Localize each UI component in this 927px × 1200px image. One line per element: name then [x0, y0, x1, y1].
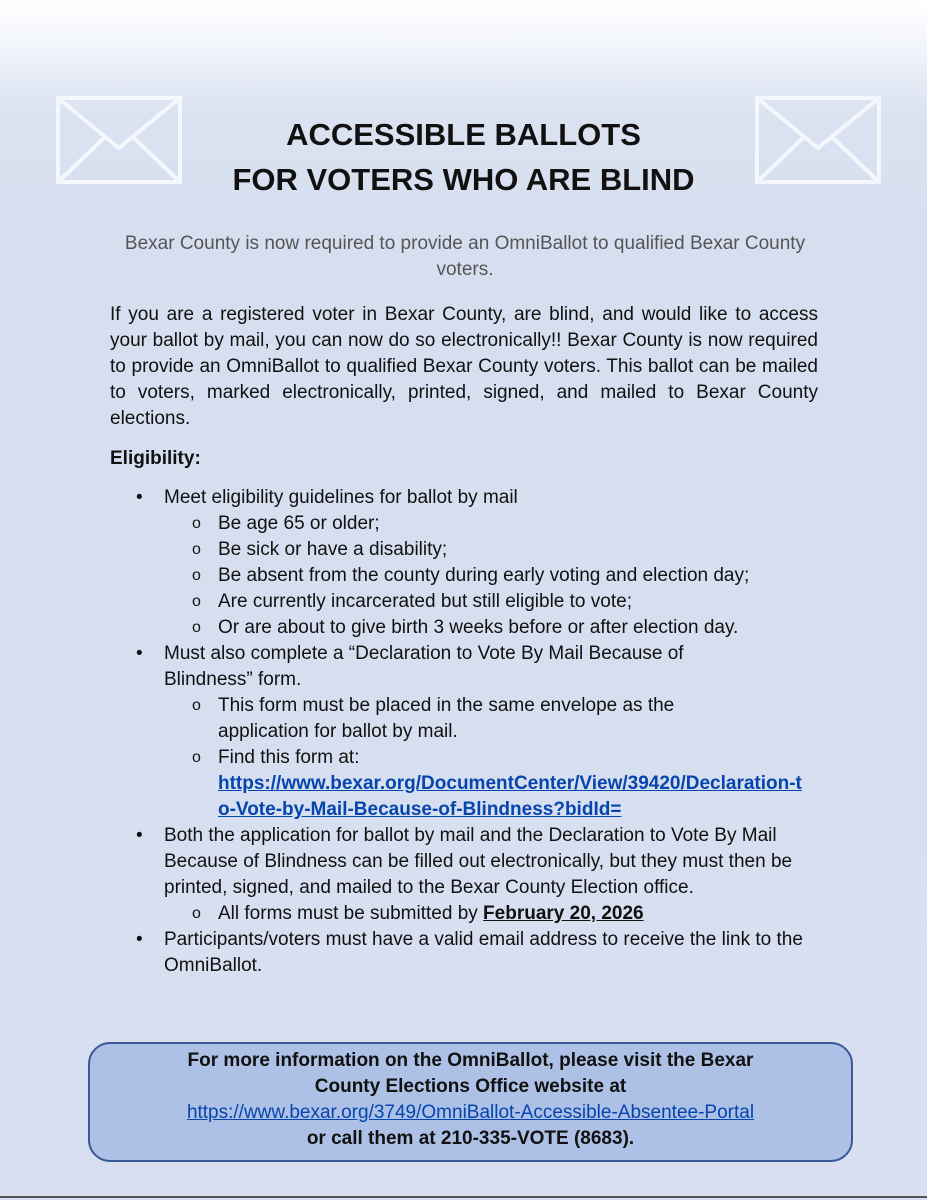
bottom-divider: [0, 1196, 927, 1198]
title-line-1: ACCESSIBLE BALLOTS: [286, 117, 641, 152]
page-title: [0, 112, 927, 202]
sub-bullet-item: o This form must be placed in the same envelope as the application for ballot by mail.: [110, 693, 850, 745]
find-form-label: Find this form at:: [218, 747, 360, 768]
sub-bullet-item: o Be age 65 or older;: [110, 511, 850, 537]
info-box: [88, 1042, 853, 1162]
sub-bullet-item: o Are currently incarcerated but still eligible to vote;: [110, 589, 850, 615]
eligibility-list: [110, 485, 850, 979]
info-line-1: For more information on the OmniBallot, please visit the Bexar: [187, 1050, 754, 1071]
deadline-date: February 20, 2026: [483, 903, 644, 924]
deadline-prefix: All forms must be submitted by: [218, 903, 484, 924]
info-line-4: or call them at 210-335-VOTE (8683).: [306, 1128, 635, 1149]
bullet-item: • Both the application for ballot by mail and the Declaration to Vote By Mail Because of Blindness can be filled out electronically, but they must then be printed, signed, and mailed to the Bexar County Election office.: [110, 823, 850, 901]
intro-paragraph: If you are a registered voter in Bexar County, are blind, and would like to access your ballot by mail, you can now do so electronically!! Bexar County is now required to provide an OmniBallot to qualified Bexar County voters. This ballot can be mailed to voters, marked electronically, printed, signed, and mailed to Bexar County elections.: [110, 304, 818, 429]
sub-bullet-item: [110, 745, 850, 823]
title-line-2: FOR VOTERS WHO ARE BLIND: [232, 162, 695, 197]
subtitle: Bexar County is now required to provide an OmniBallot to qualified Bexar County voters.: [124, 233, 806, 280]
info-line-2: County Elections Office website at: [314, 1076, 627, 1097]
bullet-item: • Meet eligibility guidelines for ballot by mail: [110, 485, 850, 511]
sub-bullet-item: o Or are about to give birth 3 weeks before or after election day.: [110, 615, 850, 641]
omniballot-portal-link[interactable]: https://www.bexar.org/3749/OmniBallot-Accessible-Absentee-Portal: [186, 1102, 755, 1123]
bullet-item: • Must also complete a “Declaration to Vote By Mail Because of Blindness” form.: [110, 641, 850, 693]
sub-bullet-item: o Be sick or have a disability;: [110, 537, 850, 563]
sub-bullet-item: o Be absent from the county during early voting and election day;: [110, 563, 850, 589]
sub-bullet-item: [110, 901, 850, 927]
bullet-item: • Participants/voters must have a valid email address to receive the link to the OmniBallot.: [110, 927, 850, 979]
eligibility-heading: Eligibility:: [110, 448, 201, 469]
declaration-form-link[interactable]: https://www.bexar.org/DocumentCenter/View/39420/Declaration-to-Vote-by-Mail-Because-of-Blindness?bidId=: [218, 773, 802, 820]
